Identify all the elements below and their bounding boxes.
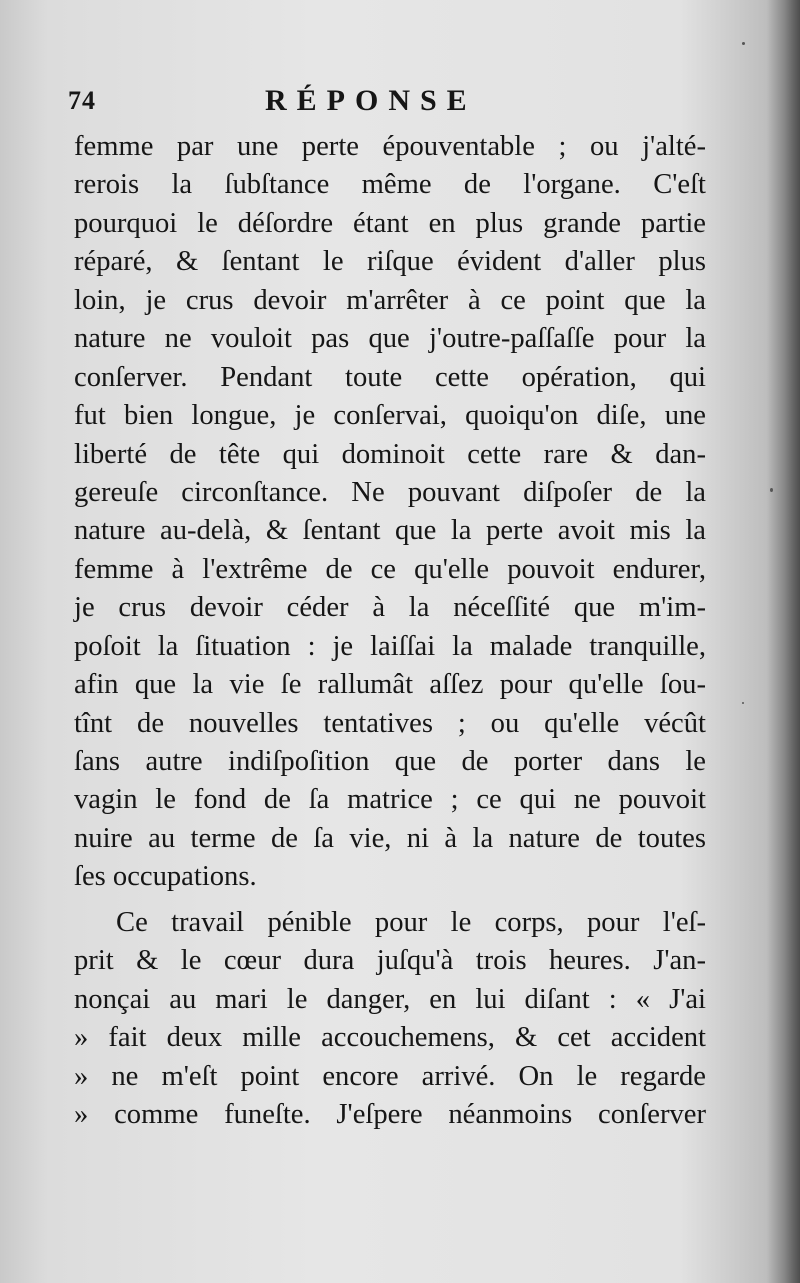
page-header bbox=[60, 84, 710, 124]
page-number: 74 bbox=[68, 86, 96, 115]
paper-speck bbox=[742, 702, 744, 704]
page-gutter-shadow bbox=[766, 0, 800, 1283]
text-line: Ce travail pénible pour le corps, pour l'eſ- bbox=[116, 906, 706, 938]
text-line: rerois la ſubſtance même de l'organe. C'eſt bbox=[74, 169, 706, 201]
paper-speck bbox=[742, 42, 745, 45]
text-line: afin que la vie ſe rallumât aſſez pour qu'elle ſou- bbox=[74, 669, 706, 701]
text-line: nature au-delà, & ſentant que la perte avoit mis la bbox=[74, 515, 706, 547]
text-line: femme à l'extrême de ce qu'elle pouvoit endurer, bbox=[74, 553, 706, 585]
text-line: je crus devoir céder à la néceſſité que m'im- bbox=[74, 592, 706, 624]
text-line: » fait deux mille accouchemens, & cet accident bbox=[74, 1022, 706, 1054]
running-title: RÉPONSE bbox=[265, 84, 477, 117]
text-line: liberté de tête qui dominoit cette rare & dan- bbox=[74, 438, 706, 470]
text-line: ſes occupations. bbox=[74, 861, 257, 893]
text-line: vagin le fond de ſa matrice ; ce qui ne pouvoit bbox=[74, 784, 706, 816]
text-line: gereuſe circonſtance. Ne pouvant diſpoſer de la bbox=[74, 476, 706, 508]
text-line: femme par une perte épouventable ; ou j'alté- bbox=[74, 131, 706, 162]
text-line: nonçai au mari le danger, en lui diſant : « J'ai bbox=[74, 983, 706, 1015]
text-line: » ne m'eſt point encore arrivé. On le regarde bbox=[74, 1060, 706, 1092]
text-line: nuire au terme de ſa vie, ni à la nature de toutes bbox=[74, 822, 706, 854]
text-line: ſans autre indiſpoſition que de porter dans le bbox=[74, 746, 706, 777]
text-line: loin, je crus devoir m'arrêter à ce point que la bbox=[74, 284, 706, 316]
text-line: » comme funeſte. J'eſpere néanmoins conſerver bbox=[74, 1098, 706, 1130]
paper-speck bbox=[770, 488, 773, 492]
text-line: prit & le cœur dura juſqu'à trois heures. J'an- bbox=[74, 945, 706, 977]
text-line: réparé, & ſentant le riſque évident d'aller plus bbox=[74, 246, 706, 278]
text-line: conſerver. Pendant toute cette opération, qui bbox=[74, 361, 706, 393]
body-text bbox=[74, 128, 706, 1134]
text-line: tînt de nouvelles tentatives ; ou qu'elle vécût bbox=[74, 707, 706, 739]
text-line: pourquoi le déſordre étant en plus grande partie bbox=[74, 207, 706, 239]
text-line: nature ne vouloit pas que j'outre-paſſaſſe pour la bbox=[74, 323, 706, 355]
text-line: fut bien longue, je conſervai, quoiqu'on diſe, une bbox=[74, 400, 706, 432]
text-line: poſoit la ſituation : je laiſſai la malade tranquille, bbox=[74, 630, 706, 662]
